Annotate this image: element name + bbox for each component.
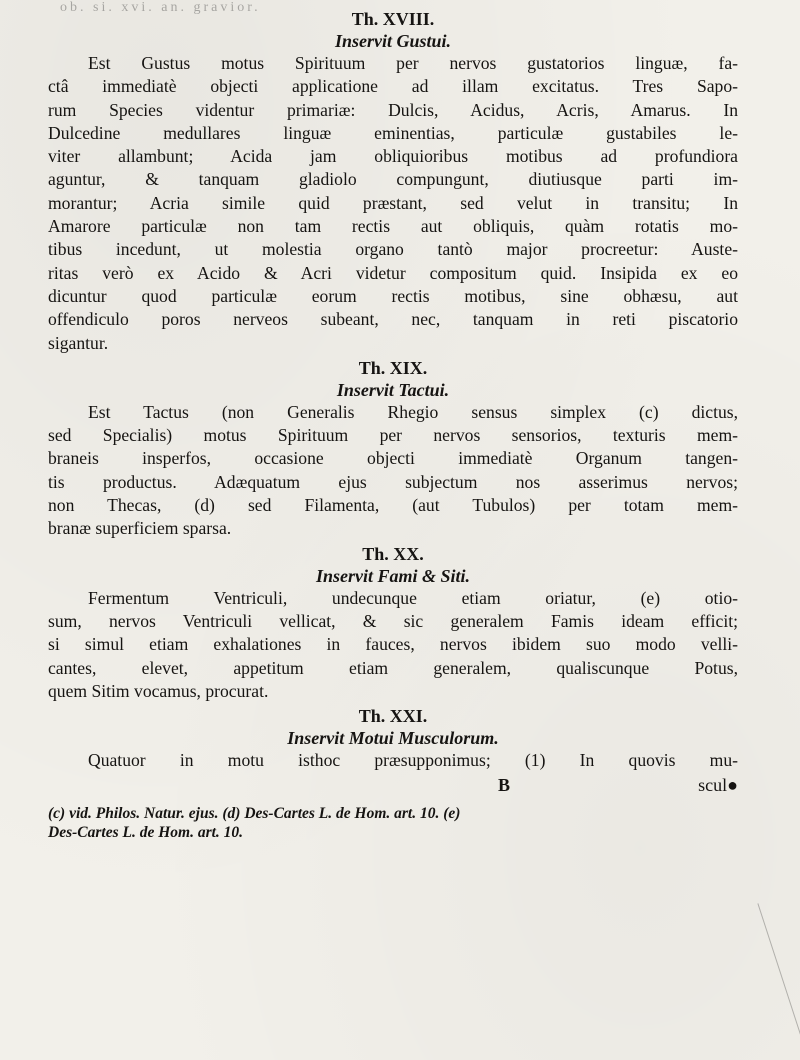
- text-line: non Thecas, (d) sed Filamenta, (aut Tubulos) per totam mem-: [48, 495, 738, 516]
- text-line: Amarore particulæ non tam rectis aut obliquis, quàm rotatis mo-: [48, 216, 738, 237]
- thesis-subheading-18: Inservit Gustui.: [334, 31, 452, 51]
- thesis-body-18: [48, 52, 738, 355]
- thesis-heading-21: Th. XXI.: [358, 706, 428, 727]
- text-line: Quatuor in motu isthoc præsupponimus; (1) In quovis mu-: [88, 750, 738, 771]
- text-block: [48, 6, 738, 842]
- text-line: Est Gustus motus Spirituum per nervos gustatorios linguæ, fa-: [88, 53, 738, 73]
- text-line: ctâ immediatè objecti applicatione ad illam excitatus. Tres Sapo-: [48, 76, 738, 97]
- page-signature-row: [48, 774, 738, 796]
- text-line: aguntur, & tanquam gladiolo compungunt, diutiusque parti im-: [48, 169, 738, 190]
- text-line: morantur; Acria simile quid præstant, sed velut in transitu; In: [48, 192, 738, 213]
- text-line: quem Sitim vocamus, procurat.: [48, 680, 269, 701]
- paper-crease: [757, 903, 800, 1036]
- text-line: sigantur.: [48, 332, 109, 353]
- text-line: ritas verò ex Acido & Acri videtur compositum quid. Insipida ex eo: [48, 262, 738, 283]
- text-line: viter allambunt; Acida jam obliquioribus motibus ad profundiora: [48, 146, 738, 167]
- text-line: tibus incedunt, ut molestia organo tantò major procreetur: Auste-: [48, 239, 738, 260]
- text-line: Fermentum Ventriculi, undecunque etiam oriatur, (e) otio-: [88, 587, 738, 608]
- text-line: cantes, elevet, appetitum etiam generalem, qualiscunque Potus,: [48, 657, 738, 678]
- text-line: si simul etiam exhalationes in fauces, nervos ibidem suo modo velli-: [48, 634, 738, 655]
- text-line: tis productus. Adæquatum ejus subjectum nos asserimus nervos;: [48, 471, 738, 492]
- text-line: sed Specialis) motus Spirituum per nervos sensorios, texturis mem-: [48, 425, 738, 446]
- text-line: Est Tactus (non Generalis Rhegio sensus simplex (c) dictus,: [88, 401, 738, 422]
- thesis-body-19: [48, 401, 738, 541]
- thesis-heading-20: Th. XX.: [362, 543, 424, 564]
- thesis-body-20: [48, 587, 738, 703]
- catchword: scul●: [698, 775, 738, 796]
- text-line: braneis insperfos, occasione objecti immediatè Organum tangen-: [48, 448, 738, 469]
- bleed-through-text: ob. si. xvi. an. gravior.: [60, 0, 261, 15]
- text-line: offendiculo poros nerveos subeant, nec, tanquam in reti piscatorio: [48, 309, 738, 330]
- thesis-subheading-19: Inservit Tactui.: [336, 379, 450, 400]
- footnote-line: (c) vid. Philos. Natur. ejus. (d) Des-Cartes L. de Hom. art. 10. (e): [48, 805, 461, 823]
- text-line: branæ superficiem sparsa.: [48, 518, 232, 539]
- text-line: Dulcedine medullares linguæ eminentias, particulæ gustabiles le-: [48, 122, 738, 143]
- signature-mark: B: [498, 775, 511, 796]
- thesis-subheading-20: Inservit Fami & Siti.: [315, 565, 471, 586]
- thesis-body-21: [48, 749, 738, 772]
- thesis-heading-18: Th. XVIII.: [351, 9, 435, 29]
- text-line: dicuntur quod particulæ eorum rectis motibus, sine obhæsu, aut: [48, 285, 738, 306]
- thesis-heading-19: Th. XIX.: [358, 357, 428, 378]
- thesis-subheading-21: Inservit Motui Musculorum.: [287, 728, 499, 749]
- text-line: rum Species videntur primariæ: Dulcis, Acidus, Acris, Amarus. In: [48, 99, 738, 120]
- footnote-line: Des-Cartes L. de Hom. art. 10.: [48, 824, 244, 842]
- text-line: sum, nervos Ventriculi vellicat, & sic generalem Famis ideam efficit;: [48, 610, 738, 631]
- footnotes: [48, 804, 738, 842]
